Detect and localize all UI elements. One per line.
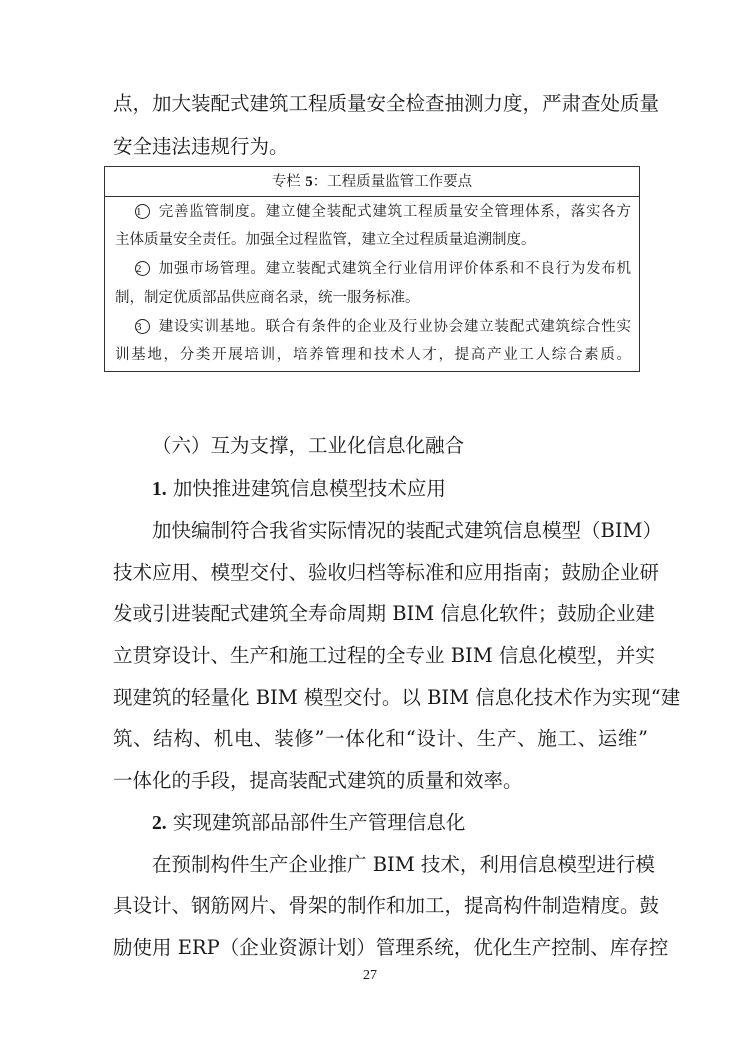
subsection-heading: 1. 加快推进建筑信息模型技术应用 <box>152 477 446 500</box>
paragraph-line: 励使用 ERP（企业资源计划）管理系统，优化生产控制、库存控 <box>113 936 669 959</box>
box-item-line: 3 建设实训基地。联合有条件的企业及行业协会建立装配式建筑综合性实 <box>136 319 631 335</box>
paragraph-line: 筑、结构、机电、装修”一体化和“设计、生产、施工、运维” <box>113 727 648 750</box>
subsection-heading: 2. 实现建筑部品部件生产管理信息化 <box>152 811 466 834</box>
section-heading: （六）互为支撑，工业化信息化融合 <box>152 434 465 457</box>
column-box <box>104 166 640 372</box>
paragraph-line: 安全违法违规行为。 <box>113 135 289 158</box>
paragraph-line: 点，加大装配式建筑工程质量安全检查抽测力度，严肃查处质量 <box>113 92 660 115</box>
circled-number-marker: 3 <box>135 319 150 334</box>
paragraph-line: 一体化的手段，提高装配式建筑的质量和效率。 <box>113 769 523 792</box>
paragraph-line: 立贯穿设计、生产和施工过程的全专业 BIM 信息化模型，并实 <box>113 644 655 667</box>
circled-number-marker: 1 <box>135 204 150 219</box>
paragraph-line: 具设计、钢筋网片、骨架的制作和加工，提高构件制造精度。鼓 <box>113 894 660 917</box>
circled-number-marker: 2 <box>135 261 150 276</box>
paragraph-line: 现建筑的轻量化 BIM 模型交付。以 BIM 信息化技术作为实现“建 <box>113 686 681 709</box>
box-item-line: 1 完善监管制度。建立健全装配式建筑工程质量安全管理体系，落实各方 <box>136 204 631 220</box>
paragraph-line: 技术应用、模型交付、验收归档等标准和应用指南；鼓励企业研 <box>113 561 660 584</box>
box-title: 专栏 5：工程质量监管工作要点 <box>105 167 639 197</box>
box-item-line: 2 加强市场管理。建立装配式建筑全行业信用评价体系和不良行为发布机 <box>136 261 631 277</box>
box-item-line: 主体质量安全责任。加强全过程监管，建立全过程质量追溯制度。 <box>115 232 536 248</box>
paragraph-line: 在预制构件生产企业推广 BIM 技术，利用信息模型进行模 <box>152 853 655 876</box>
paragraph-line: 加快编制符合我省实际情况的装配式建筑信息模型（BIM） <box>152 519 662 542</box>
paragraph-line: 发或引进装配式建筑全寿命周期 BIM 信息化软件；鼓励企业建 <box>113 602 655 625</box>
page-number: 27 <box>363 968 377 983</box>
box-item-line: 训基地，分类开展培训，培养管理和技术人才，提高产业工人综合素质。 <box>115 347 631 363</box>
box-item-line: 制，制定优质部品供应商名录，统一服务标准。 <box>115 290 420 306</box>
